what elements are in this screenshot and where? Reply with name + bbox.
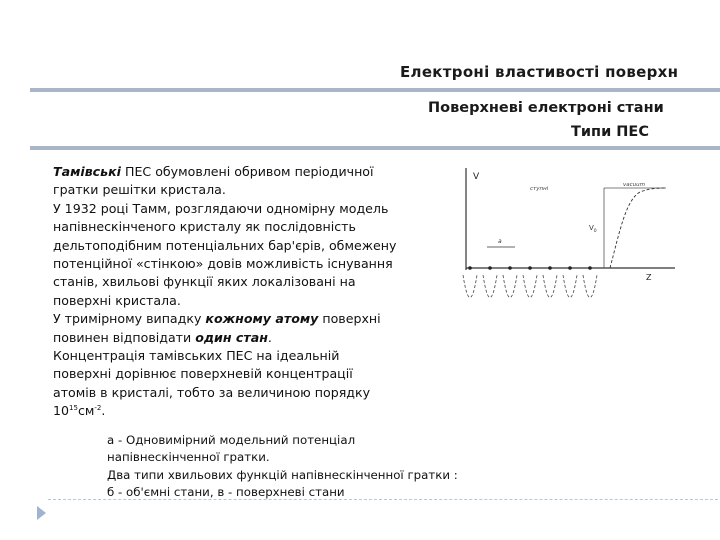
term-tamm: Тамівські [53, 164, 121, 179]
slide-subtitle-types: Типи ПЕС [571, 124, 649, 140]
paragraph-tamm-definition [53, 163, 398, 200]
axis-label-z: Z [646, 273, 652, 282]
paragraph-concentration: Концентрація тамівських ПЕС на ідеальній поверхні дорівнює поверхневій концентрації атомів в кристалі, тобто за величиною порядку $10^{15}см^{-2}$. [53, 348, 371, 419]
slide-title: Електроні властивості поверхн [400, 63, 679, 81]
body-text [53, 163, 398, 421]
label-struct: ступні [530, 186, 549, 192]
figure-caption [107, 432, 467, 502]
label-a: a [498, 238, 502, 245]
delta-barriers [463, 275, 597, 298]
header-divider [30, 88, 720, 92]
paragraph-3d-case: У тримірному випадку кожному атому поверхні повинен відповідати один стан. [53, 311, 381, 345]
surface-state-curve [610, 188, 666, 268]
emphasis-each-atom: кожному атому [205, 311, 319, 327]
emphasis-one-state: один стан [195, 329, 268, 345]
label-vacuum: vacuum [623, 182, 645, 188]
potential-diagram [460, 160, 690, 330]
axis-label-v: V [473, 172, 480, 182]
next-slide-arrow-icon[interactable] [37, 506, 46, 520]
subtitle-divider [30, 146, 720, 150]
caption-line-b: Два типи хвильових функцій напівнескінченної гратки : б - об'ємні стани, в - поверхневі стани [107, 467, 458, 500]
paragraph-tamm-history: У 1932 році Тамм, розглядаючи одномірну модель напівнескінченого кристалу як послідовність дельтоподібним потенціальних бар'єрів, обмежену потенційної «стінкою» довів можливість існування станів, хвильові функції яких локалізовані на поверхні кристала. [53, 200, 397, 308]
footer-divider [48, 499, 718, 500]
label-v0: $V_0$ [589, 224, 597, 234]
caption-line-a: а - Одновимірний модельний потенціал напівнескінченної гратки. [107, 433, 356, 465]
slide-subtitle: Поверхневі електроні стани [428, 100, 664, 116]
paragraph-text: ПЕС обумовлені обривом періодичної гратки решітки кристала. [53, 164, 374, 198]
